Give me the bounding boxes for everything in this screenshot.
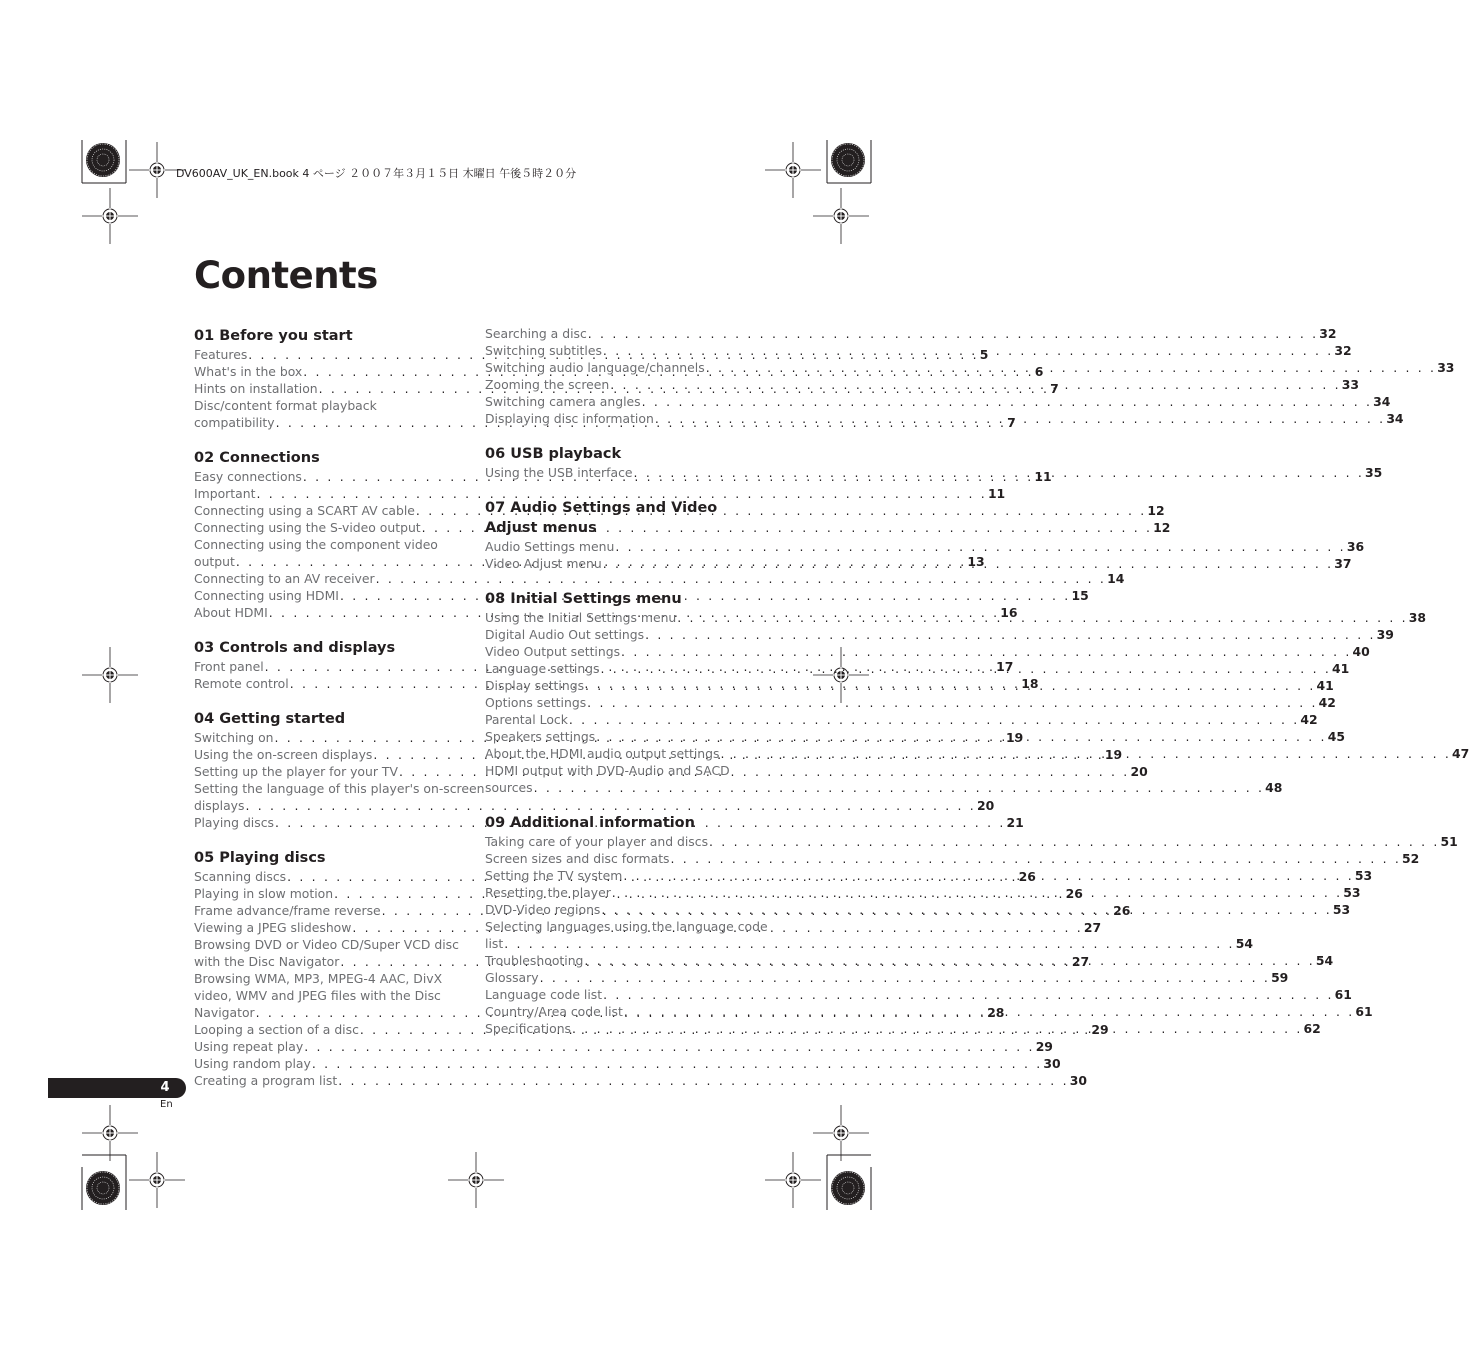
toc-entry-label: Displaying disc information (485, 411, 654, 426)
section-title: 02 Connections (194, 450, 320, 466)
toc-entry-page: 35 (1365, 465, 1383, 480)
toc-entry-page: 42 (1318, 695, 1336, 710)
toc-entry-page: 28 (987, 1005, 1005, 1020)
toc-entry-label: Playing in slow motion (194, 886, 334, 901)
page-language: En (160, 1099, 173, 1110)
dot-leader (706, 359, 1437, 376)
toc-entry-page: 7 (1050, 381, 1059, 396)
dot-leader (709, 833, 1440, 850)
dot-leader (569, 711, 1300, 728)
toc-entry[interactable] (485, 986, 1352, 1003)
dot-leader (603, 555, 1334, 572)
toc-entry[interactable] (194, 485, 1006, 502)
toc-entry-label-line: Connecting using the component video (194, 537, 438, 552)
toc-entry-page: 26 (1065, 886, 1083, 901)
toc-entry[interactable] (194, 502, 1165, 519)
dot-leader (312, 1055, 1043, 1072)
toc-entry-page: 53 (1343, 885, 1361, 900)
toc-entry-label: Zooming the screen (485, 377, 610, 392)
toc-entry-page: 29 (1091, 1022, 1109, 1037)
toc-entry-label: sources (485, 780, 533, 795)
toc-entry-page: 13 (967, 554, 985, 569)
toc-entry-page: 21 (1006, 815, 1024, 830)
toc-entry-label-line: Setting the language of this player's on-screen (194, 781, 485, 796)
toc-entry-label: output (194, 554, 235, 569)
toc-entry-page: 27 (1083, 920, 1102, 935)
toc-entry-page: 53 (1354, 868, 1373, 883)
toc-entry[interactable] (485, 410, 1404, 427)
toc-entry-label: Parental Lock (485, 712, 568, 727)
dot-leader (534, 779, 1265, 796)
toc-entry-label: Specifications (485, 1021, 572, 1036)
toc-entry[interactable] (485, 850, 1420, 867)
dot-leader (612, 884, 1343, 901)
toc-entry-label: Remote control (194, 676, 289, 691)
toc-entry[interactable] (485, 376, 1360, 393)
page-title: Contents (194, 254, 378, 297)
toc-entry-page: 54 (1235, 936, 1253, 951)
toc-entry-label: Setting up the player for your TV (194, 764, 398, 779)
section-title: 01 Before you start (194, 328, 353, 344)
toc-entry-label: Using random play (194, 1056, 311, 1071)
toc-entry-page: 30 (1069, 1073, 1087, 1088)
toc-section (485, 325, 1455, 427)
toc-entry-page: 20 (976, 798, 995, 813)
toc-entry-label: Resetting the player (485, 885, 611, 900)
toc-entry-page: 11 (1034, 469, 1052, 484)
toc-entry-label: Troubleshooting (485, 953, 584, 968)
dot-leader (585, 677, 1316, 694)
toc-entry-label: Speakers settings (485, 729, 596, 744)
toc-entry-label-line: Browsing WMA, MP3, MPEG-4 AAC, DivX (194, 971, 443, 986)
dot-leader (615, 538, 1346, 555)
toc-entry-page: 48 (1265, 780, 1283, 795)
toc-entry-label: Switching camera angles (485, 394, 641, 409)
toc-entry[interactable] (194, 1055, 1061, 1072)
toc-entry[interactable] (485, 643, 1370, 660)
toc-entry-label: Switching audio language/channels (485, 360, 705, 375)
toc-entry-page: 15 (1071, 588, 1089, 603)
toc-entry-page: 12 (1147, 503, 1165, 518)
dot-leader (610, 376, 1341, 393)
toc-entry-label: Connecting using the S-video output (194, 520, 421, 535)
toc-entry-label: Video Adjust menu (485, 556, 602, 571)
toc-entry-label-line: HDMI output with DVD-Audio and SACD (485, 763, 730, 778)
toc-entry[interactable] (485, 325, 1337, 342)
toc-entry-page: 39 (1376, 627, 1394, 642)
toc-entry-label: Front panel (194, 659, 264, 674)
toc-entry[interactable] (485, 833, 1458, 850)
dot-leader (584, 952, 1315, 969)
toc-entry-label: Glossary (485, 970, 539, 985)
toc-entry-page: 33 (1437, 360, 1455, 375)
dot-leader (596, 728, 1327, 745)
toc-entry-page: 19 (1006, 730, 1024, 745)
page-number: 4 (160, 1080, 170, 1095)
toc-entry-page: 52 (1402, 851, 1420, 866)
dot-leader (655, 410, 1386, 427)
toc-entry-label: Options settings (485, 695, 587, 710)
dot-leader (720, 745, 1451, 762)
toc-entry-page: 26 (1018, 869, 1036, 884)
dot-leader (624, 1003, 1355, 1020)
toc-entry-page: 62 (1303, 1021, 1321, 1036)
toc-entry[interactable] (485, 969, 1289, 986)
toc-entry-page: 5 (979, 347, 989, 362)
dot-leader (621, 643, 1352, 660)
toc-entry-page: 41 (1316, 678, 1334, 693)
toc-entry-page: 26 (1113, 903, 1131, 918)
dot-leader (572, 1020, 1303, 1037)
toc-entry-label: About HDMI (194, 605, 268, 620)
toc-entry-page: 32 (1319, 326, 1337, 341)
toc-entry-label-line: video, WMV and JPEG files with the Disc (194, 988, 441, 1003)
dot-leader (603, 986, 1334, 1003)
toc-entry-page: 32 (1334, 343, 1352, 358)
toc-entry[interactable] (194, 1072, 1087, 1089)
toc-entry-label: Using the Initial Settings menu (485, 610, 677, 625)
toc-entry-page: 7 (1007, 415, 1016, 430)
toc-entry-page: 36 (1346, 539, 1365, 554)
toc-entry-page: 16 (1000, 605, 1018, 620)
toc-entry-label: with the Disc Navigator (194, 954, 340, 969)
toc-entry-page: 17 (996, 659, 1014, 674)
toc-entry-page: 61 (1355, 1004, 1373, 1019)
dot-leader (588, 325, 1319, 342)
dot-leader (603, 342, 1334, 359)
toc-entry-page: 53 (1332, 902, 1351, 917)
toc-entry-page: 30 (1043, 1056, 1061, 1071)
toc-entry-page: 11 (987, 486, 1006, 501)
toc-entry-label: Connecting using a SCART AV cable (194, 503, 415, 518)
toc-entry-page: 34 (1386, 411, 1404, 426)
toc-entry-label: Using the USB interface (485, 465, 633, 480)
toc-entry-label: Audio Settings menu (485, 539, 615, 554)
toc-entry-label: Using repeat play (194, 1039, 304, 1054)
toc-entry-page: 29 (1035, 1039, 1053, 1054)
toc-entry-page: 45 (1327, 729, 1345, 744)
toc-entry-label-line: Disc/content format playback (194, 398, 377, 413)
toc-entry-label: Video Output settings (485, 644, 621, 659)
dot-leader (671, 850, 1402, 867)
toc-entry-label: Frame advance/frame reverse (194, 903, 381, 918)
toc-entry[interactable] (485, 694, 1336, 711)
toc-entry-page: 40 (1352, 644, 1370, 659)
toc-entry-label: Language settings (485, 661, 600, 676)
toc-entry-page: 20 (1130, 764, 1148, 779)
section-title: 05 Playing discs (194, 850, 326, 866)
toc-entry-page: 59 (1271, 970, 1289, 985)
dot-leader (338, 1072, 1069, 1089)
toc-entry[interactable] (485, 711, 1318, 728)
toc-entry-page: 38 (1408, 610, 1427, 625)
toc-entry-label: Important (194, 486, 256, 501)
toc-entry-label: Language code list (485, 987, 603, 1002)
section-title: 09 Additional information (485, 815, 695, 831)
toc-entry-label: Setting the TV system (485, 868, 623, 883)
toc-entry-label: Searching a disc (485, 326, 587, 341)
toc-entry-label-line: Browsing DVD or Video CD/Super VCD disc (194, 937, 459, 952)
toc-entry-page: 61 (1334, 987, 1352, 1002)
dot-leader (504, 935, 1235, 952)
toc-entry-label: Screen sizes and disc formats (485, 851, 670, 866)
section-title: 03 Controls and displays (194, 640, 396, 656)
print-file-info: DV600AV_UK_EN.book 4 ページ ２００７年３月１５日 木曜日 午後５時２０分 (176, 167, 577, 180)
toc-entry-label: Viewing a JPEG slideshow (194, 920, 352, 935)
toc-entry-page: 37 (1334, 556, 1352, 571)
toc-entry-page: 41 (1332, 661, 1350, 676)
toc-entry-label: Taking care of your player and discs (485, 834, 709, 849)
toc-entry-page: 47 (1451, 746, 1469, 761)
toc-entry-page: 34 (1373, 394, 1391, 409)
toc-entry-page: 33 (1341, 377, 1360, 392)
toc-entry[interactable] (485, 538, 1365, 555)
toc-entry-page: 51 (1440, 834, 1458, 849)
toc-entry[interactable] (485, 393, 1391, 410)
toc-entry[interactable] (485, 359, 1455, 376)
toc-entry-label: Connecting to an AV receiver (194, 571, 375, 586)
toc-entry[interactable] (194, 1038, 1053, 1055)
toc-entry-page: 6 (1034, 364, 1044, 379)
section-title: 08 Initial Settings menu (485, 591, 682, 607)
toc-entry-label: Navigator (194, 1005, 255, 1020)
dot-leader (677, 609, 1408, 626)
toc-entry-page: 42 (1300, 712, 1318, 727)
dot-leader (642, 393, 1373, 410)
toc-entry-label: Switching subtitles (485, 343, 602, 358)
toc-entry-label: DVD-Video regions (485, 902, 601, 917)
toc-entry-page: 54 (1315, 953, 1334, 968)
toc-entry-label: Easy connections (194, 469, 302, 484)
toc-entry-label: Connecting using HDMI (194, 588, 339, 603)
dot-leader (634, 464, 1365, 481)
toc-entry-label: displays (194, 798, 245, 813)
toc-entry-label: Hints on installation (194, 381, 318, 396)
section-title: 06 USB playback (485, 446, 622, 462)
toc-entry-label: Scanning discs (194, 869, 287, 884)
dot-leader (587, 694, 1318, 711)
toc-entry-label: Using the on-screen displays (194, 747, 373, 762)
toc-entry-page: 19 (1104, 747, 1123, 762)
toc-entry-page: 18 (1021, 676, 1039, 691)
toc-entry-page: 14 (1107, 571, 1125, 586)
toc-entry-label: Creating a program list (194, 1073, 338, 1088)
toc-entry[interactable] (485, 342, 1352, 359)
dot-leader (540, 969, 1271, 986)
toc-entry-label: list (485, 936, 504, 951)
toc-entry-page: 12 (1153, 520, 1171, 535)
dot-leader (623, 867, 1354, 884)
toc-entry[interactable] (194, 519, 1171, 536)
toc-entry[interactable] (485, 626, 1394, 643)
dot-leader (645, 626, 1376, 643)
dot-leader (601, 901, 1332, 918)
dot-leader (601, 660, 1332, 677)
toc-entry-page: 27 (1071, 954, 1090, 969)
section-title: 04 Getting started (194, 711, 346, 727)
toc-entry-label: Features (194, 347, 248, 362)
toc-entry-label: Playing discs (194, 815, 274, 830)
toc-entry[interactable] (194, 570, 1125, 587)
toc-entry-label: What's in the box (194, 364, 303, 379)
toc-entry-label: compatibility (194, 415, 275, 430)
toc-entry-label: About the HDMI audio output settings (485, 746, 720, 761)
toc-entry-label: Switching on (194, 730, 274, 745)
toc-entry-label: Looping a section of a disc (194, 1022, 359, 1037)
toc-entry-label: Digital Audio Out settings (485, 627, 645, 642)
toc-entry-label: Display settings (485, 678, 585, 693)
toc-entry-label-line: Selecting languages using the language code (485, 919, 768, 934)
toc-entry-label: Country/Area code list (485, 1004, 623, 1019)
section-title: 07 Audio Settings and Video Adjust menus (485, 500, 718, 536)
